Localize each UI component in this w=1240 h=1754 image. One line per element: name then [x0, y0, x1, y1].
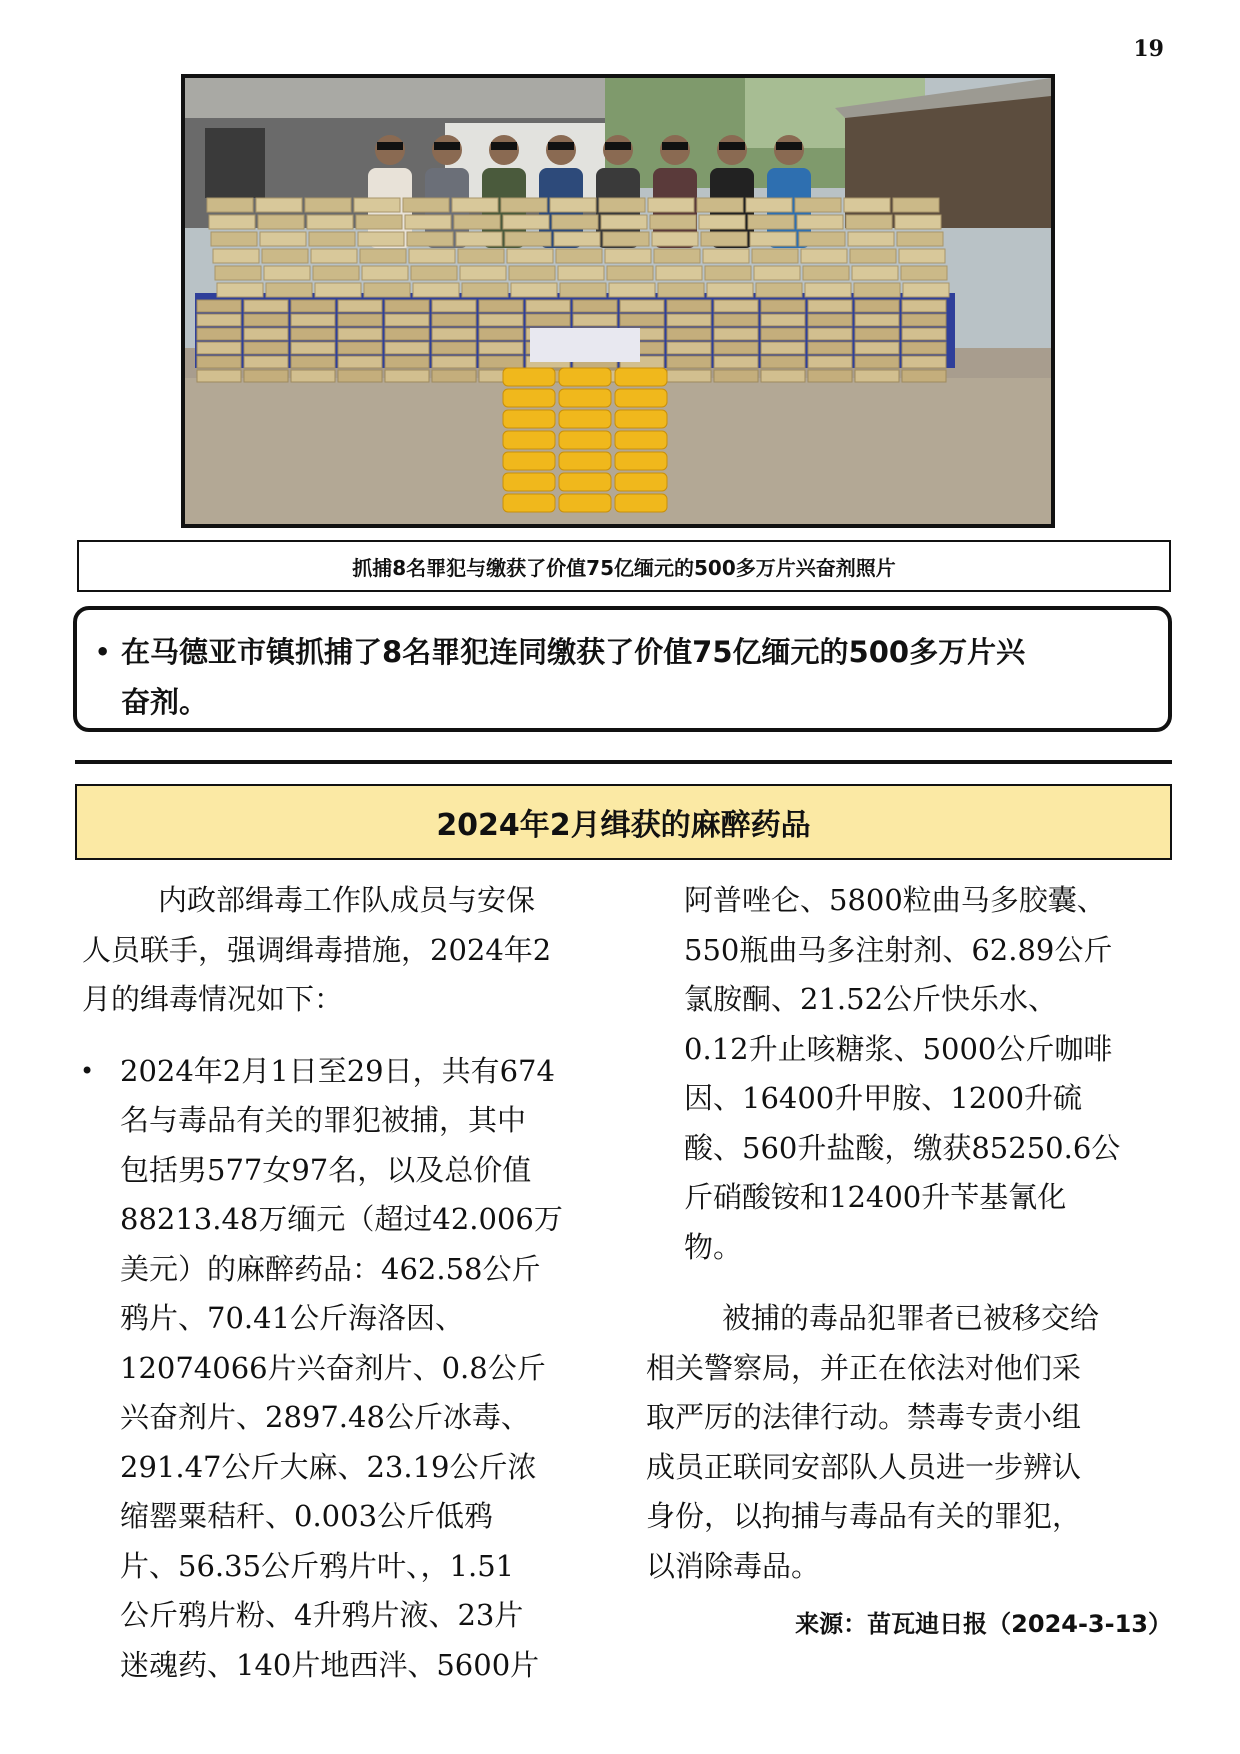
package	[902, 314, 946, 326]
seizure-bullet	[82, 1047, 606, 1691]
package	[761, 328, 805, 340]
seizure-photo-drawing	[185, 78, 1051, 524]
package	[852, 266, 898, 280]
package	[503, 215, 549, 229]
package	[761, 356, 805, 368]
package	[479, 342, 523, 354]
closing-line: 取严厉的法律行动。禁毒专责小组	[646, 1400, 1082, 1434]
package	[902, 370, 946, 382]
package	[409, 249, 455, 263]
package	[808, 370, 852, 382]
package	[291, 356, 335, 368]
yellow-package	[559, 389, 611, 407]
package	[761, 342, 805, 354]
yellow-package	[615, 473, 667, 491]
package	[291, 328, 335, 340]
yellow-package	[503, 473, 555, 491]
yellow-package	[615, 389, 667, 407]
package	[573, 300, 617, 312]
bullet-line: 兴奋剂片、2897.48公斤冰毒、	[120, 1400, 530, 1434]
package	[432, 300, 476, 312]
package	[601, 215, 647, 229]
package	[360, 249, 406, 263]
bullet-line: 名与毒品有关的罪犯被捕，其中	[120, 1103, 527, 1137]
package	[244, 356, 288, 368]
package	[844, 198, 890, 212]
package	[893, 198, 939, 212]
package	[197, 314, 241, 326]
package	[338, 370, 382, 382]
package	[667, 356, 711, 368]
package	[699, 215, 745, 229]
package	[805, 283, 851, 297]
package	[385, 342, 429, 354]
package	[405, 215, 451, 229]
package	[197, 328, 241, 340]
package	[244, 370, 288, 382]
yellow-package	[503, 368, 555, 386]
package	[648, 198, 694, 212]
pill-display-board	[530, 328, 640, 362]
package	[714, 342, 758, 354]
yellow-package	[559, 494, 611, 512]
package	[750, 232, 796, 246]
right-line: 阿普唑仑、5800粒曲马多胶囊、	[684, 883, 1106, 917]
package	[460, 266, 506, 280]
package	[338, 356, 382, 368]
package	[754, 266, 800, 280]
package	[855, 300, 899, 312]
package	[509, 266, 555, 280]
package	[808, 314, 852, 326]
package	[291, 342, 335, 354]
bullet-line: 291.47公斤大麻、23.19公斤浓	[120, 1449, 537, 1484]
package	[307, 215, 353, 229]
package	[895, 215, 941, 229]
package	[479, 300, 523, 312]
highlight-line: 在马德亚市镇抓捕了8名罪犯连同缴获了价值75亿缅元的500多万片兴	[121, 635, 1026, 669]
package	[511, 283, 557, 297]
package	[338, 300, 382, 312]
package	[358, 232, 404, 246]
package	[701, 232, 747, 246]
package	[291, 370, 335, 382]
highlight-box	[73, 606, 1172, 732]
package	[432, 370, 476, 382]
package	[705, 266, 751, 280]
package	[656, 266, 702, 280]
package	[479, 328, 523, 340]
package	[556, 249, 602, 263]
package	[456, 232, 502, 246]
package	[291, 314, 335, 326]
right-line: 物。	[684, 1229, 743, 1264]
package	[797, 215, 843, 229]
package	[244, 300, 288, 312]
package	[315, 283, 361, 297]
package	[652, 232, 698, 246]
package	[808, 356, 852, 368]
package	[899, 249, 945, 263]
bullet-line: 公斤鸦片粉、4升鸦片液、23片	[120, 1598, 524, 1632]
package	[703, 249, 749, 263]
package	[855, 356, 899, 368]
intro-line: 月的缉毒情况如下：	[82, 982, 344, 1016]
yellow-package	[503, 431, 555, 449]
package	[507, 249, 553, 263]
bullet-line: 缩罂粟秸秆、0.003公斤低鸦	[120, 1499, 494, 1533]
package	[795, 198, 841, 212]
package	[714, 314, 758, 326]
package	[808, 342, 852, 354]
bullet-line: 迷魂药、140片地西泮、5600片	[120, 1647, 540, 1682]
package	[213, 249, 259, 263]
package	[197, 356, 241, 368]
package	[479, 314, 523, 326]
package	[407, 232, 453, 246]
package	[501, 198, 547, 212]
highlight-line: 奋剂。	[121, 684, 209, 719]
package	[573, 314, 617, 326]
package	[756, 283, 802, 297]
package	[609, 283, 655, 297]
package	[808, 328, 852, 340]
face-blur	[776, 142, 802, 150]
closing-line: 成员正联同安部队人员进一步辨认	[646, 1449, 1082, 1484]
yellow-package	[559, 368, 611, 386]
yellow-package	[503, 452, 555, 470]
bullet-line: 包括男577女97名，以及总价值	[120, 1152, 532, 1187]
package	[526, 314, 570, 326]
closing-line: 以消除毒品。	[646, 1548, 821, 1583]
package	[432, 314, 476, 326]
face-blur	[548, 142, 574, 150]
package	[552, 215, 598, 229]
package	[855, 314, 899, 326]
package	[855, 370, 899, 382]
package	[197, 370, 241, 382]
package	[748, 215, 794, 229]
yellow-package	[615, 452, 667, 470]
package	[262, 249, 308, 263]
package	[432, 342, 476, 354]
yellow-package	[559, 473, 611, 491]
article-right-column	[646, 876, 1166, 1591]
package	[258, 215, 304, 229]
bullet-line: 美元）的麻醉药品：462.58公斤	[120, 1251, 541, 1286]
bullet-line: 鸦片、70.41公斤海洛因、	[120, 1301, 465, 1335]
yellow-package	[503, 410, 555, 428]
package	[599, 198, 645, 212]
package	[266, 283, 312, 297]
package	[902, 342, 946, 354]
package	[761, 314, 805, 326]
package	[244, 328, 288, 340]
package	[808, 300, 852, 312]
package	[558, 266, 604, 280]
package	[385, 328, 429, 340]
package	[211, 232, 257, 246]
package	[291, 300, 335, 312]
package	[260, 232, 306, 246]
package	[897, 232, 943, 246]
package	[714, 328, 758, 340]
package	[313, 266, 359, 280]
package	[620, 314, 664, 326]
right-line: 0.12升止咳糖浆、5000公斤咖啡	[684, 1031, 1113, 1066]
package	[855, 328, 899, 340]
package	[902, 300, 946, 312]
section-title: 2024年2月缉获的麻醉药品	[75, 784, 1172, 860]
package	[385, 370, 429, 382]
source-credit: 来源：苗瓦迪日报（2024-3-13）	[795, 1610, 1172, 1638]
package	[207, 198, 253, 212]
intro-line: 人员联手，强调缉毒措施，2024年2	[82, 932, 552, 967]
article-left-column	[82, 876, 606, 1690]
package	[311, 249, 357, 263]
package	[309, 232, 355, 246]
package	[667, 300, 711, 312]
package	[846, 215, 892, 229]
package	[848, 232, 894, 246]
package	[364, 283, 410, 297]
package	[603, 232, 649, 246]
bullet-line: 88213.48万缅元（超过42.006万	[120, 1202, 563, 1236]
intro-line: 内政部缉毒工作队成员与安保	[158, 883, 536, 917]
bullet-line: 2024年2月1日至29日，共有674	[120, 1053, 555, 1088]
package	[462, 283, 508, 297]
package	[244, 342, 288, 354]
package	[338, 314, 382, 326]
package	[338, 342, 382, 354]
package	[458, 249, 504, 263]
bullet-line: 12074066片兴奋剂片、0.8公斤	[120, 1350, 546, 1385]
package	[803, 266, 849, 280]
yellow-package	[615, 410, 667, 428]
closing-line: 相关警察局，并正在依法对他们采	[646, 1350, 1082, 1385]
package	[605, 249, 651, 263]
package	[413, 283, 459, 297]
highlight-bullet: •	[95, 638, 111, 666]
face-blur	[719, 142, 745, 150]
face-blur	[605, 142, 631, 150]
closing-line: 身份，以拘捕与毒品有关的罪犯，	[646, 1499, 1082, 1533]
package	[667, 342, 711, 354]
package	[707, 283, 753, 297]
package	[385, 300, 429, 312]
right-line: 550瓶曲马多注射剂、62.89公斤	[684, 932, 1113, 967]
package	[197, 300, 241, 312]
package	[902, 328, 946, 340]
package	[550, 198, 596, 212]
package	[217, 283, 263, 297]
package	[354, 198, 400, 212]
page-number: 19	[1133, 36, 1164, 62]
package	[620, 300, 664, 312]
face-blur	[377, 142, 403, 150]
package	[654, 249, 700, 263]
package	[215, 266, 261, 280]
face-blur	[662, 142, 688, 150]
package	[479, 356, 523, 368]
package	[264, 266, 310, 280]
package	[338, 328, 382, 340]
bullet-line: 片、56.35公斤鸦片叶、，1.51	[120, 1548, 515, 1583]
yellow-package	[559, 431, 611, 449]
package	[761, 300, 805, 312]
package	[256, 198, 302, 212]
package	[526, 300, 570, 312]
package	[403, 198, 449, 212]
package	[850, 249, 896, 263]
package	[607, 266, 653, 280]
face-blur	[434, 142, 460, 150]
package	[667, 328, 711, 340]
package	[799, 232, 845, 246]
closing-line: 被捕的毒品犯罪者已被移交给	[722, 1301, 1100, 1335]
yellow-package	[615, 431, 667, 449]
package	[658, 283, 704, 297]
package	[903, 283, 949, 297]
right-line: 因、16400升甲胺、1200升硫	[684, 1081, 1083, 1115]
package	[650, 215, 696, 229]
yellow-package	[503, 494, 555, 512]
package	[452, 198, 498, 212]
package	[209, 215, 255, 229]
package	[454, 215, 500, 229]
package	[305, 198, 351, 212]
yellow-package	[559, 452, 611, 470]
package	[362, 266, 408, 280]
package	[752, 249, 798, 263]
package	[411, 266, 457, 280]
package	[432, 328, 476, 340]
package	[901, 266, 947, 280]
right-line: 氯胺酮、21.52公斤快乐水、	[684, 982, 1058, 1016]
package	[761, 370, 805, 382]
package	[432, 356, 476, 368]
package	[746, 198, 792, 212]
package	[385, 314, 429, 326]
package	[854, 283, 900, 297]
yellow-package	[615, 368, 667, 386]
seizure-bullet-dot: •	[80, 1056, 95, 1085]
yellow-package	[503, 389, 555, 407]
yellow-package	[559, 410, 611, 428]
package	[197, 342, 241, 354]
package	[902, 356, 946, 368]
package	[714, 356, 758, 368]
package	[667, 314, 711, 326]
face-blur	[491, 142, 517, 150]
package	[560, 283, 606, 297]
package	[714, 300, 758, 312]
seizure-photo	[181, 74, 1055, 528]
section-divider	[75, 760, 1172, 764]
package	[505, 232, 551, 246]
package	[801, 249, 847, 263]
package	[554, 232, 600, 246]
right-line: 斤硝酸铵和12400升苄基氰化	[684, 1180, 1067, 1214]
package	[855, 342, 899, 354]
package	[714, 370, 758, 382]
package	[385, 356, 429, 368]
photo-caption: 抓捕8名罪犯与缴获了价值75亿缅元的500多万片兴奋剂照片	[77, 540, 1171, 592]
package	[697, 198, 743, 212]
yellow-package	[615, 494, 667, 512]
right-line: 酸、560升盐酸，缴获85250.6公	[684, 1130, 1121, 1165]
package	[356, 215, 402, 229]
package	[667, 370, 711, 382]
package	[244, 314, 288, 326]
